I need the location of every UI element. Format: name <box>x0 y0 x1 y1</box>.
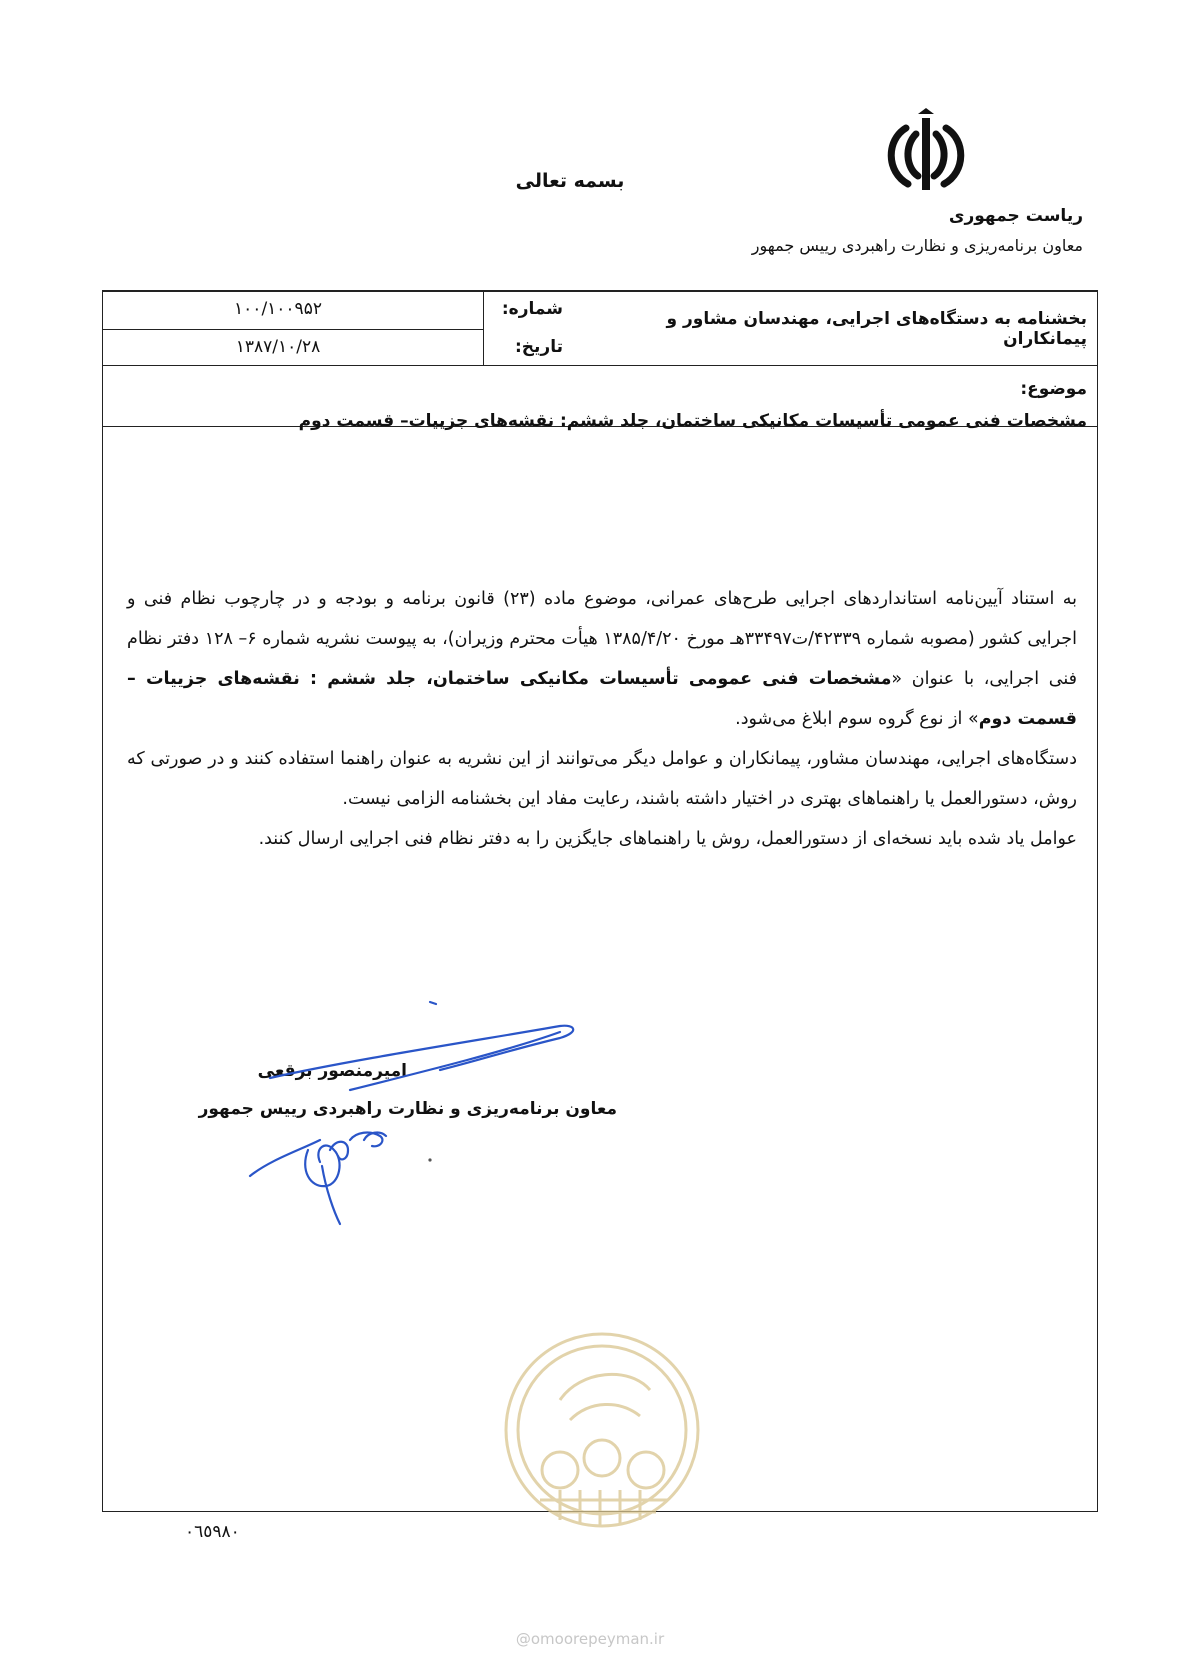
iran-emblem-icon <box>878 108 974 200</box>
body-paragraph-1 <box>127 579 1077 739</box>
basmala: بسمه تعالی <box>515 170 625 192</box>
body-p1-end: » از نوع گروه سوم ابلاغ می‌شود. <box>735 709 979 729</box>
signer-name: امیرمنصور برقعی <box>257 1061 407 1081</box>
handwritten-signature-icon <box>230 990 650 1230</box>
document-frame <box>102 290 1098 1512</box>
body-paragraph-2: دستگاه‌های اجرایی، مهندسان مشاور، پیمانکاران و عوامل دیگر می‌توانند از این نشریه به عنوان راهنما استفاده کنند و در صورتی که روش، دستورالعمل یا راهنماهای بهتری در اختیار داشته باشند، رعایت مفاد این بخشنامه الزامی نیست. <box>127 749 1077 809</box>
body-p1-bold-title: مشخصات فنی عمومی تأسیسات مکانیکی ساختمان، جلد ششم : نقشه‌های جزییات – قسمت دوم <box>127 669 1077 729</box>
letter-body <box>127 579 1077 859</box>
number-label: شماره: <box>501 299 563 319</box>
document-code: ۰٦٥۹۸۰ <box>185 1522 240 1542</box>
subject-text: مشخصات فنی عمومی تأسیسات مکانیکی ساختمان، جلد ششم: نقشه‌های جزییات– قسمت دوم <box>298 411 1087 431</box>
org-subtitle: معاون برنامه‌ریزی و نظارت راهبردی رییس جمهور <box>751 236 1083 255</box>
body-p1-start: به استناد آیین‌نامه استانداردهای اجرایی طرح‌های عمرانی، موضوع ماده (۲۳) قانون برنامه و بودجه و در چارچوب نظام فنی و اجرایی کشور (مصوبه شماره ۴۲۳۳۹/ت۳۳۴۹۷هـ مورخ ۱۳۸۵/۴/۲۰ هیأت محترم وزیران)، به پیوست نشریه شماره ۶– ۱۲۸ دفتر نظام فنی اجرایی، با عنوان « <box>127 589 1078 689</box>
signer-title: معاون برنامه‌ریزی و نظارت راهبردی رییس جمهور <box>198 1099 617 1119</box>
watermark-seal-icon <box>500 1330 705 1530</box>
body-paragraph-3: عوامل یاد شده باید نسخه‌ای از دستورالعمل، روش یا راهنماهای جایگزین را به دفتر نظام فنی اجرایی ارسال کنند. <box>258 829 1077 849</box>
org-title: ریاست جمهوری <box>948 206 1083 226</box>
number-value: ۱۰۰/۱۰۰۹۵۲ <box>234 299 322 319</box>
site-watermark: @omoorepeyman.ir <box>515 1630 665 1648</box>
date-value: ۱۳۸۷/۱۰/۲۸ <box>235 337 321 357</box>
date-label: تاریخ: <box>515 337 563 357</box>
subject-label: موضوع: <box>1020 379 1087 399</box>
recipient-line: بخشنامه به دستگاه‌های اجرایی، مهندسان مشاور و پیمانکاران <box>666 309 1087 349</box>
